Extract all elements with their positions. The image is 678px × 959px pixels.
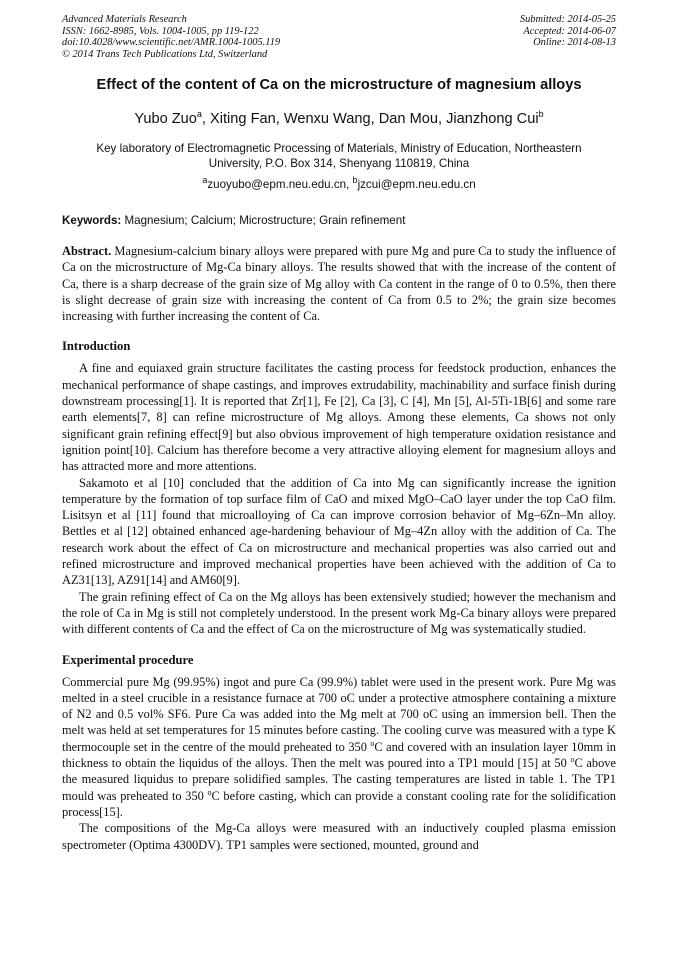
affiliation-line-2: University, P.O. Box 314, Shenyang 110819, China — [208, 156, 470, 170]
email-a-sup: a — [202, 175, 208, 186]
publication-info — [62, 14, 280, 60]
affiliation-line-1: Key laboratory of Electromagnetic Processing of Materials, Ministry of Education, Northeastern — [96, 142, 582, 155]
abstract-text: Magnesium-calcium binary alloys were prepared with pure Mg and pure Ca to study the influence of Ca on the microstructure of Mg-Ca binary alloys. The results showed that with the increase of the content of Ca, there is a sharp decrease of the grain size of Mg alloy with Ca content in the range of 0 to 0.5%, then there is slight decrease of grain size with increasing the content of Ca from 0.5 to 2%; the grain size becomes increasing with further increasing the content of Ca. — [62, 244, 616, 324]
publication-dates — [520, 14, 616, 60]
email-a[interactable]: zuoyubo@epm.neu.edu.cn — [207, 178, 347, 191]
exp-text-c: C above the measured liquidus to prepare solidified samples. The casting temperatures are listed in table 1. The TP1 mould was preheated to 350 — [62, 756, 616, 803]
exp-text-a: Commercial pure Mg (99.95%) ingot and pure Ca (99.9%) tablet were used in the present work. Pure Mg was melted in a steel crucible in a resistance furnace at 700 oC under a protective atmosphere containing a mixture of N2 and 0.5 vol% SF6. Pure Ca was added into the Mg melt at 700 oC using an immersion bell. Then the melt was held at set temperatures for 15 minutes before casting. The cooling curve was measured with a type K thermocouple set in the centre of the mould preheated to 350 — [62, 674, 616, 754]
degree-sign: o — [370, 738, 375, 748]
experimental-paragraph-2: The compositions of the Mg-Ca alloys were measured with an inductively coupled plasma emission spectrometer (Optima 4300DV). TP1 samples were sectioned, mounted, ground and — [62, 821, 616, 852]
keywords — [62, 214, 616, 227]
journal-name: Advanced Materials Research — [62, 14, 187, 25]
online-date: Online: 2014-08-13 — [533, 37, 616, 48]
author-emails — [62, 175, 616, 191]
intro-paragraph-3: The grain refining effect of Ca on the Mg alloys has been extensively studied; however the mechanism and the role of Ca in Mg is still not completely understood. In the present work Mg-Ca binary alloys were prepared with different contents of Ca and the effect of Ca on the microstructure of Mg was systematically studied. — [62, 589, 616, 637]
issn-line: ISSN: 1662-8985, Vols. 1004-1005, pp 119-122 — [62, 25, 259, 37]
email-b[interactable]: jzcui@epm.neu.edu.cn — [357, 178, 476, 191]
keywords-label: Keywords: — [62, 214, 122, 227]
degree-sign: o — [207, 787, 212, 797]
doi-line[interactable]: doi:10.4028/www.scientific.net/AMR.1004-1005.119 — [62, 37, 281, 48]
paper-page — [62, 14, 616, 853]
degree-sign: o — [570, 755, 575, 765]
keywords-text: Magnesium; Calcium; Microstructure; Grain refinement — [121, 214, 406, 227]
experimental-heading: Experimental procedure — [62, 652, 194, 667]
exp-text-b: C and covered with an insulation layer 10mm in thickness to obtain the liquidus of the alloys. Then the melt was poured into a TP1 mould [15] at 50 — [62, 739, 616, 771]
intro-paragraph-2: Sakamoto et al [10] concluded that the addition of Ca into Mg can significantly increase the ignition temperature by the formation of top surface film of CaO and mixed MgO–CaO layer under the top CaO film. Lisitsyn et al [11] found that microalloying of Ca can improve corrosion behavior of Mg–6Zn–Mn alloy. Bettles et al [12] obtained enhanced age-hardening behaviour of Mg–4Zn alloy with the addition of Ca. The research work about the effect of Ca on microstructure and mechanical properties was also carried out and refined microstructure and improved mechanical properties have been achieved with the addition of Ca to AZ31[13], AZ91[14] and AM60[9]. — [62, 475, 616, 588]
author-last-sup: b — [538, 109, 544, 120]
copyright-line: © 2014 Trans Tech Publications Ltd, Switzerland — [62, 48, 268, 60]
email-separator: , — [346, 178, 353, 191]
affiliation — [62, 142, 616, 171]
abstract-label: Abstract. — [62, 244, 112, 258]
submitted-date: Submitted: 2014-05-25 — [519, 14, 616, 25]
email-b-sup: b — [352, 175, 358, 186]
author-rest: , Xiting Fan, Wenxu Wang, Dan Mou, Jianzhong Cui — [201, 111, 539, 127]
abstract — [62, 243, 616, 324]
exp-text-d: C before casting, which can provide a constant cooling rate for the solidification process[15]. — [62, 788, 616, 819]
intro-paragraph-1: A fine and equiaxed grain structure facilitates the casting process for feedstock production, enhances the mechanical performance of shape castings, and improves extrudability, machinability and surface finish during downstream processing[1]. It is reported that Zr[1], Fe [2], Ca [3], C [4], Mn [5], Al-5Ti-1B[6] and some rare earth elements[7, 8] can refine microstructure of Mg alloys. Among these elements, Ca shows not only significant grain refining effect[9] but also obvious improvement of high temperature oxidation resistance and ignition point[10]. Calcium has therefore become a very attractive alloying element for magnesium alloys and has attracted more and more attentions. — [62, 361, 616, 474]
author-first-sup: a — [196, 109, 202, 120]
journal-header — [62, 14, 616, 60]
author-list — [62, 111, 616, 127]
paper-title: Effect of the content of Ca on the microstructure of magnesium alloys — [96, 77, 582, 93]
introduction-heading: Introduction — [62, 339, 131, 354]
accepted-date: Accepted: 2014-06-07 — [523, 25, 616, 37]
author-first: Yubo Zuo — [134, 111, 197, 127]
experimental-paragraph-1 — [62, 674, 616, 821]
